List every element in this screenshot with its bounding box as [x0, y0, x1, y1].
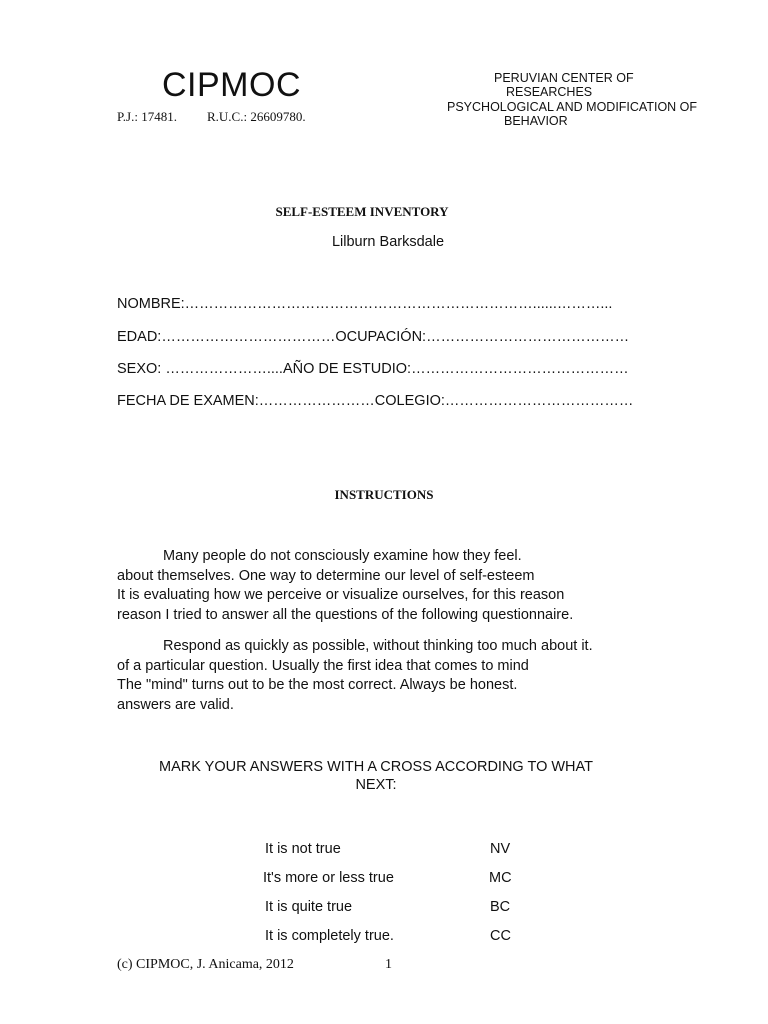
author-name: Lilburn Barksdale [331, 234, 445, 250]
instructions-paragraph-1 [117, 547, 573, 625]
registration-numbers [117, 109, 306, 125]
paragraph-line: The "mind" turns out to be the most correct. Always be honest. [117, 677, 518, 693]
scale-label-nv: It is not true [265, 841, 341, 857]
pj-number: P.J.: 17481. [117, 109, 177, 124]
field-edad-ocupacion[interactable]: EDAD:………………………………OCUPACIÓN:…………………………………… [117, 329, 630, 345]
field-nombre[interactable]: NOMBRE:………………………………………………………………......………... [117, 296, 613, 312]
paragraph-line: Many people do not consciously examine how they feel. [163, 548, 522, 564]
paragraph-line: reason I tried to answer all the questions of the following questionnaire. [117, 606, 574, 623]
mark-instruction [0, 758, 752, 794]
page-number: 1 [385, 957, 392, 972]
scale-code-cc: CC [490, 928, 511, 944]
scale-label-bc: It is quite true [265, 899, 353, 915]
org-name-line-2: RESEARCHES [506, 85, 593, 99]
paragraph-line: about themselves. One way to determine our level of self-esteem [117, 567, 535, 584]
field-sexo-ano[interactable]: SEXO: …………………....AÑO DE ESTUDIO:……………………………………… [117, 361, 629, 377]
instructions-heading: INSTRUCTIONS [334, 487, 434, 502]
logo-text: CIPMOC [162, 66, 301, 104]
mark-instruction-line: NEXT: [355, 777, 397, 793]
paragraph-line: Respond as quickly as possible, without thinking too much about it. [163, 638, 593, 654]
mark-instruction-line: MARK YOUR ANSWERS WITH A CROSS ACCORDING TO WHAT [159, 759, 593, 775]
scale-label-mc: It's more or less true [263, 870, 394, 886]
instructions-paragraph-2 [117, 637, 593, 715]
org-name-line-4: BEHAVIOR [504, 114, 568, 128]
scale-code-bc: BC [490, 899, 511, 915]
field-fecha-colegio[interactable]: FECHA DE EXAMEN:……………………COLEGIO:………………………………… [117, 393, 634, 409]
org-name-line-1: PERUVIAN CENTER OF [494, 71, 634, 85]
paragraph-line: of a particular question. Usually the first idea that comes to mind [117, 657, 529, 674]
paragraph-line: It is evaluating how we perceive or visualize ourselves, for this reason [117, 587, 565, 603]
footer-copyright: (c) CIPMOC, J. Anicama, 2012 [117, 957, 294, 972]
scale-code-mc: MC [489, 870, 512, 886]
org-name-line-3: PSYCHOLOGICAL AND MODIFICATION OF [447, 100, 698, 114]
paragraph-line: answers are valid. [117, 696, 234, 713]
scale-code-nv: NV [490, 841, 511, 857]
document-title: SELF-ESTEEM INVENTORY [275, 204, 449, 219]
scale-label-cc: It is completely true. [265, 928, 394, 944]
ruc-number: R.U.C.: 26609780. [207, 109, 306, 124]
